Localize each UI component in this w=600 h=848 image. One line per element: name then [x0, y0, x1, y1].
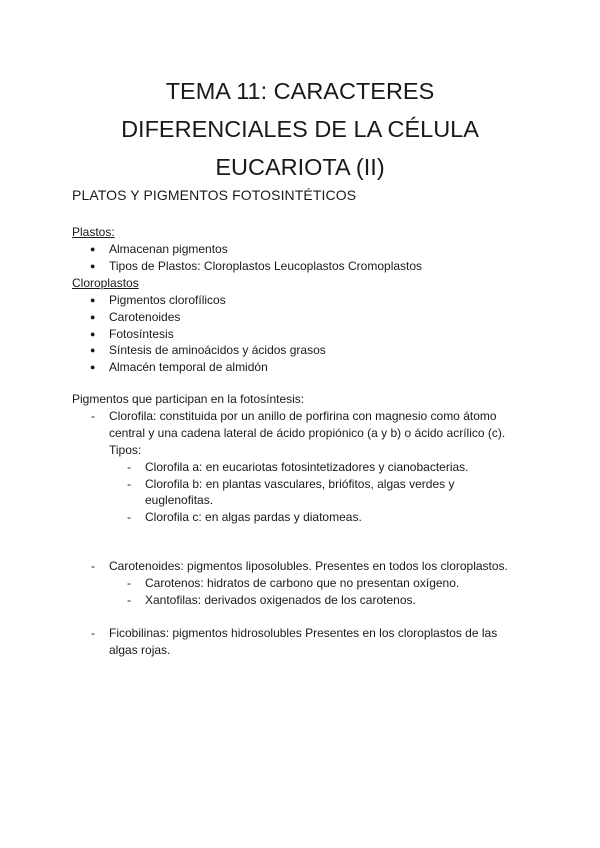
clorofila-tipos-label: Tipos:	[109, 443, 142, 457]
title-line-2: DIFERENCIALES DE LA CÉLULA	[121, 116, 479, 142]
clorofila-sub-item: Clorofila a: en eucariotas fotosintetizadores y cianobacterias.	[145, 460, 469, 474]
clorofila-sub-item-cont: euglenofitas.	[145, 493, 214, 507]
bullet-icon: ●	[90, 329, 96, 339]
clorofila-line-2: central y una cadena lateral de ácido propiónico (a y b) o ácido acrílico (c).	[109, 426, 506, 440]
cloroplastos-heading: Cloroplastos	[72, 276, 139, 290]
plastos-item: Almacenan pigmentos	[109, 242, 228, 256]
bullet-icon: ●	[90, 261, 96, 271]
dash-marker: -	[127, 510, 131, 524]
carotenoides-sub-item: Xantofilas: derivados oxigenados de los carotenos.	[145, 593, 416, 607]
bullet-icon: ●	[90, 295, 96, 305]
cloroplastos-item: Almacén temporal de almidón	[109, 360, 268, 374]
bullet-icon: ●	[90, 244, 96, 254]
plastos-item: Tipos de Plastos: Cloroplastos Leucoplastos Cromoplastos	[109, 259, 423, 273]
title-line-3: EUCARIOTA (II)	[215, 154, 385, 180]
clorofila-sub-item: Clorofila b: en plantas vasculares, briófitos, algas verdes y	[145, 477, 455, 491]
bullet-icon: ●	[90, 312, 96, 322]
pigmentos-intro: Pigmentos que participan en la fotosíntesis:	[72, 392, 305, 406]
clorofila-sub-item: Clorofila c: en algas pardas y diatomeas.	[145, 510, 362, 524]
ficobilinas-line-2: algas rojas.	[109, 643, 171, 657]
dash-marker: -	[127, 460, 131, 474]
dash-marker: -	[91, 626, 95, 640]
clorofila-line-1: Clorofila: constituida por un anillo de porfirina con magnesio como átomo	[109, 409, 497, 423]
section-subtitle: PLATOS Y PIGMENTOS FOTOSINTÉTICOS	[72, 187, 357, 203]
dash-marker: -	[127, 593, 131, 607]
dash-marker: -	[127, 477, 131, 491]
cloroplastos-item: Síntesis de aminoácidos y ácidos grasos	[109, 343, 326, 357]
dash-marker: -	[91, 559, 95, 573]
plastos-heading: Plastos:	[72, 225, 115, 239]
carotenoides-line: Carotenoides: pigmentos liposolubles. Presentes en todos los cloroplastos.	[109, 559, 508, 573]
title-line-1: TEMA 11: CARACTERES	[165, 78, 435, 104]
dash-marker: -	[127, 576, 131, 590]
carotenoides-sub-item: Carotenos: hidratos de carbono que no presentan oxígeno.	[145, 576, 460, 590]
bullet-icon: ●	[90, 345, 96, 355]
cloroplastos-item: Pigmentos clorofílicos	[109, 293, 226, 307]
cloroplastos-item: Fotosíntesis	[109, 327, 174, 341]
ficobilinas-line-1: Ficobilinas: pigmentos hidrosolubles Presentes en los cloroplastos de las	[109, 626, 498, 640]
dash-marker: -	[91, 409, 95, 423]
cloroplastos-item: Carotenoides	[109, 310, 181, 324]
bullet-icon: ●	[90, 362, 96, 372]
document-title	[60, 72, 540, 186]
